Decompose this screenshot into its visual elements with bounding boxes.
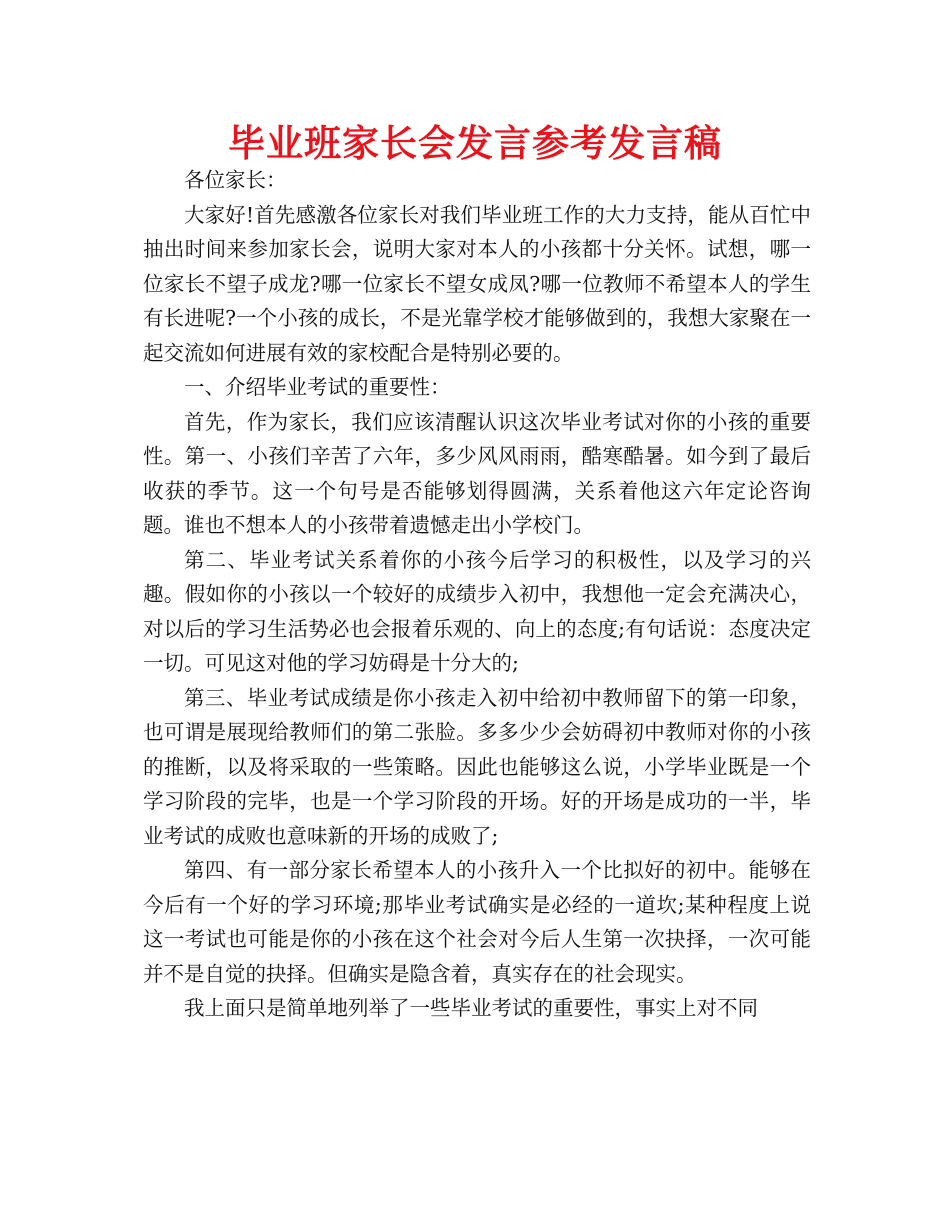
paragraph-second-point: 第二、毕业考试关系着你的小孩今后学习的积极性，以及学习的兴趣。假如你的小孩以一个较好的成绩步入初中，我想他一定会充满决心，对以后的学习生活势必也会报着乐观的、向上的态度;有句话说：态度决定一切。可见这对他的学习妨碍是十分大的; [143, 547, 811, 675]
section-heading: 一、介绍毕业考试的重要性： [184, 375, 451, 399]
document-title: 毕业班家长会发言参考发言稿 [228, 122, 722, 165]
paragraph-third-point: 第三、毕业考试成绩是你小孩走入初中给初中教师留下的第一印象，也可谓是展现给教师们的第二张脸。多多少少会妨碍初中教师对你的小孩的推断，以及将采取的一些策略。因此也能够这么说，小学毕业既是一个学习阶段的完毕，也是一个学习阶段的开场。好的开场是成功的一半，毕业考试的成败也意味新的开场的成败了; [143, 685, 811, 848]
paragraph-greeting: 大家好!首先感激各位家长对我们毕业班工作的大力支持，能从百忙中抽出时间来参加家长会，说明大家对本人的小孩都十分关怀。试想，哪一位家长不望子成龙?哪一位家长不望女成凤?哪一位教师不希望本人的学生有长进呢?一个小孩的成长，不是光靠学校才能够做到的，我想大家聚在一起交流如何进展有效的家校配合是特别必要的。 [143, 202, 811, 365]
document-body [143, 163, 811, 1026]
salutation: 各位家长： [184, 168, 287, 192]
paragraph-first-point: 首先，作为家长，我们应该清醒认识这次毕业考试对你的小孩的重要性。第一、小孩们辛苦了六年，多少风风雨雨，酷寒酷暑。如今到了最后收获的季节。这一个句号是否能够划得圆满，关系着他这六年定论咨询题。谁也不想本人的小孩带着遗憾走出小学校门。 [143, 409, 811, 537]
paragraph-fourth-point: 第四、有一部分家长希望本人的小孩升入一个比拟好的初中。能够在今后有一个好的学习环境;那毕业考试确实是必经的一道坎;某种程度上说这一考试也可能是你的小孩在这个社会对今后人生第一次抉择，一次可能并不是自觉的抉择。但确实是隐含着，真实存在的社会现实。 [143, 858, 811, 986]
paragraph-summary: 我上面只是简单地列举了一些毕业考试的重要性，事实上对不同 [184, 996, 758, 1020]
